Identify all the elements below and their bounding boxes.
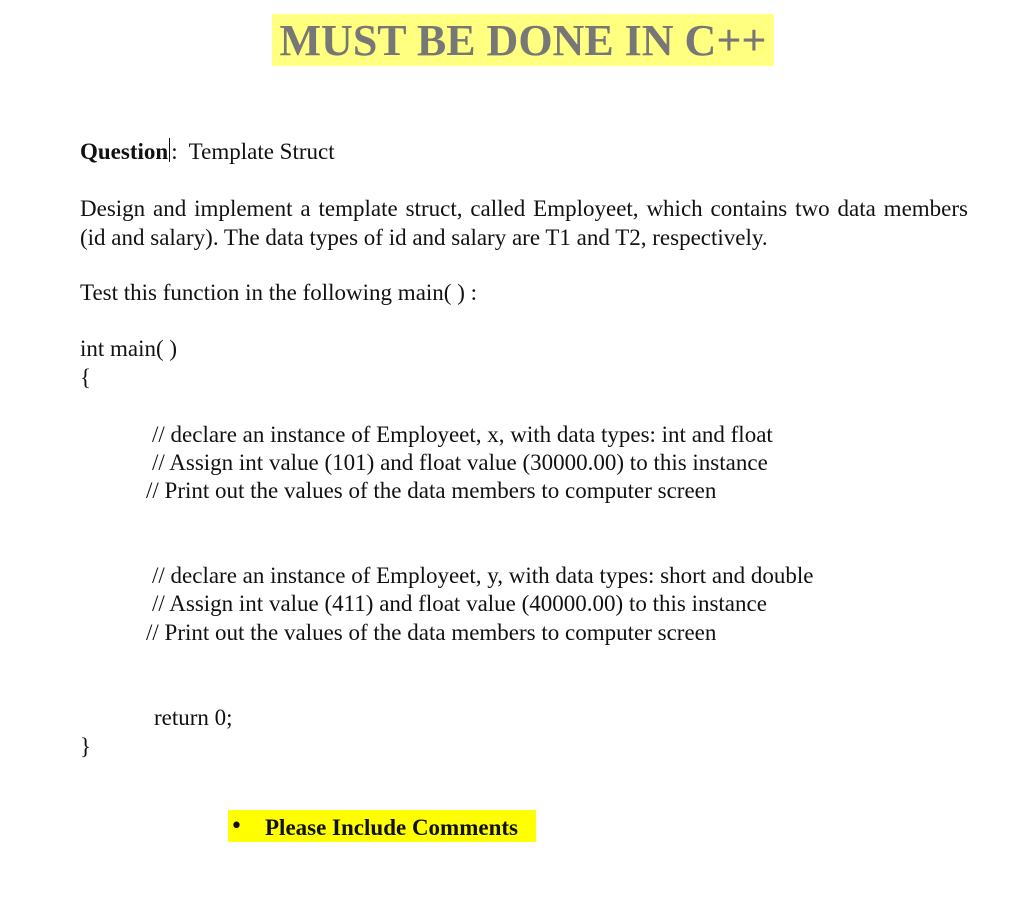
question-heading — [80, 138, 335, 166]
description-paragraph: Design and implement a template struct, called Employeet, which contains two data members (id and salary). The data types of id and salary are T1 and T2, respectively. — [80, 196, 968, 250]
comment-line: // Print out the values of the data members to computer screen — [146, 478, 717, 503]
bullet-icon: • — [230, 814, 243, 839]
question-label: Question — [80, 139, 169, 164]
include-comments-note: Please Include Comments — [265, 815, 518, 840]
question-topic: Template Struct — [188, 139, 335, 164]
question-colon: : — [171, 139, 178, 164]
comment-line: // Print out the values of the data members to computer screen — [146, 620, 717, 645]
return-statement: return 0; — [154, 705, 233, 730]
main-signature: int main( ) — [80, 336, 178, 361]
comment-line: // declare an instance of Employeet, y, with data types: short and double — [152, 563, 814, 588]
comment-line: // Assign int value (101) and float value (30000.00) to this instance — [152, 450, 768, 475]
comment-line: // Assign int value (411) and float value (40000.00) to this instance — [152, 591, 767, 616]
close-brace: } — [80, 734, 92, 759]
comment-line: // declare an instance of Employeet, x, with data types: int and float — [152, 422, 773, 447]
page-title: MUST BE DONE IN C++ — [272, 14, 774, 66]
test-instruction: Test this function in the following main( ) : — [80, 280, 477, 305]
open-brace: { — [80, 365, 92, 390]
